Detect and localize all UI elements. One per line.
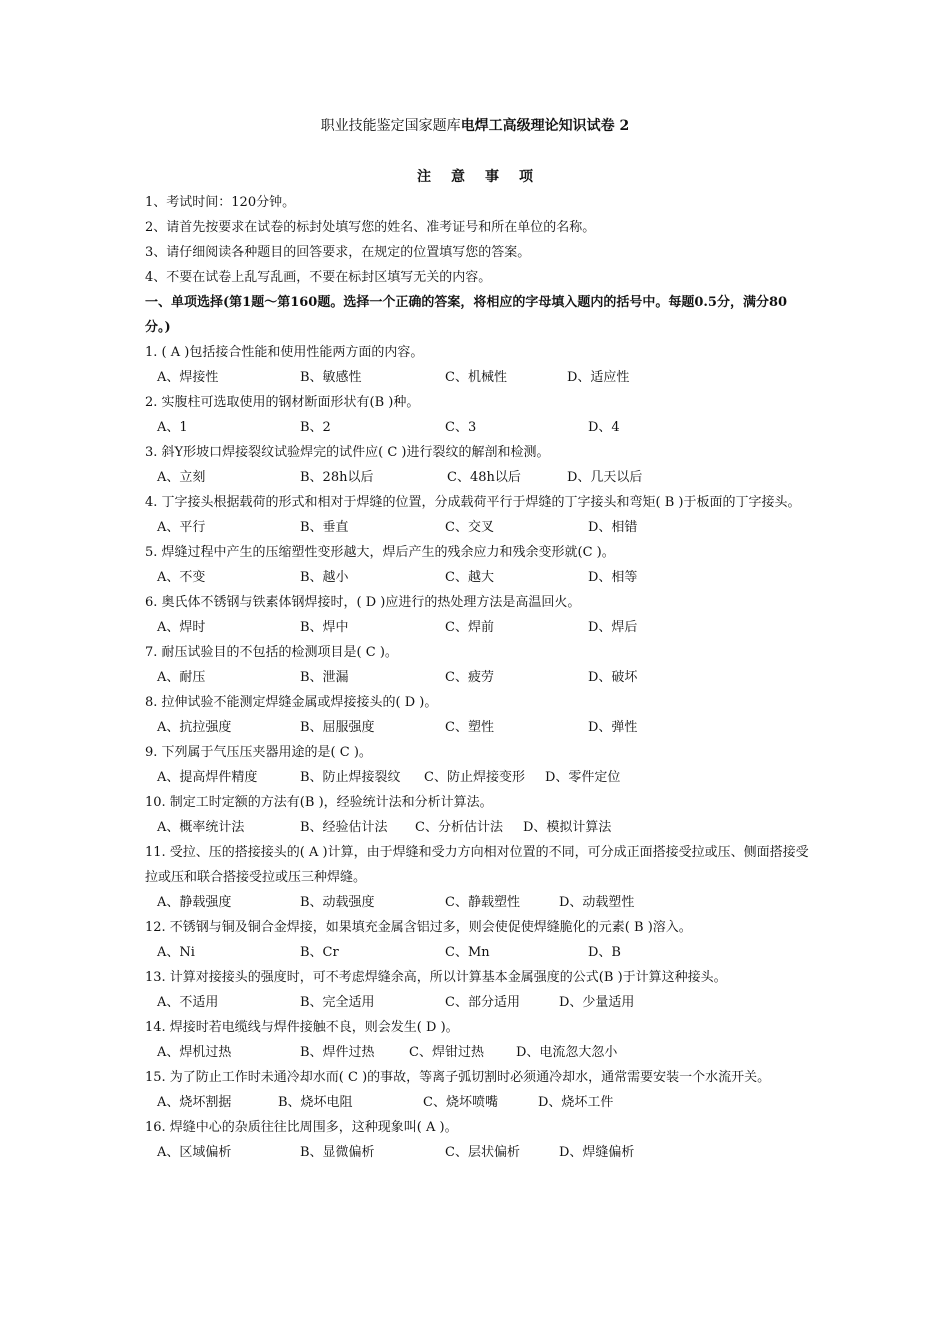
option-row bbox=[145, 890, 810, 915]
option-d: D、几天以后 bbox=[567, 470, 643, 485]
question-text: 6. 奥氏体不锈钢与铁素体钢焊接时，( D )应进行的热处理方法是高温回火。 bbox=[145, 595, 581, 610]
option-b: B、垂直 bbox=[300, 520, 349, 535]
option-a: A、焊接性 bbox=[157, 370, 219, 385]
option-d: D、烧坏工件 bbox=[538, 1095, 614, 1110]
option-d: D、破坏 bbox=[588, 670, 638, 685]
question-text: 8. 拉伸试验不能测定焊缝金属或焊接接头的( D )。 bbox=[145, 695, 438, 710]
option-row bbox=[145, 990, 810, 1015]
option-c: C、疲劳 bbox=[445, 670, 494, 685]
option-d: D、相错 bbox=[588, 520, 638, 535]
exam-title bbox=[0, 116, 950, 136]
option-d: D、零件定位 bbox=[545, 770, 621, 785]
option-c: C、机械性 bbox=[445, 370, 507, 385]
option-b: B、Cr bbox=[300, 945, 339, 960]
option-row bbox=[145, 765, 810, 790]
option-row bbox=[145, 565, 810, 590]
option-d: D、相等 bbox=[588, 570, 638, 585]
question-text: 5. 焊缝过程中产生的压缩塑性变形越大，焊后产生的残余应力和残余变形就(C )。 bbox=[145, 545, 615, 560]
question-text: 2. 实腹柱可选取使用的钢材断面形状有(B )种。 bbox=[145, 395, 420, 410]
option-b: B、防止焊接裂纹 bbox=[300, 770, 401, 785]
option-a: A、不适用 bbox=[157, 995, 219, 1010]
option-a: A、区域偏析 bbox=[157, 1145, 232, 1160]
option-c: C、防止焊接变形 bbox=[424, 770, 525, 785]
option-row bbox=[145, 515, 810, 540]
question-text: 14. 焊接时若电缆线与焊件接触不良，则会发生( D )。 bbox=[145, 1020, 459, 1035]
option-b: B、越小 bbox=[300, 570, 349, 585]
option-row bbox=[145, 415, 810, 440]
option-b: B、2 bbox=[300, 420, 331, 435]
option-a: A、立刻 bbox=[157, 470, 206, 485]
option-a: A、概率统计法 bbox=[157, 820, 245, 835]
option-b: B、焊中 bbox=[300, 620, 349, 635]
option-a: A、平行 bbox=[157, 520, 206, 535]
notice-item: 2、请首先按要求在试卷的标封处填写您的姓名、准考证号和所在单位的名称。 bbox=[145, 220, 596, 235]
option-d: D、少量适用 bbox=[559, 995, 635, 1010]
notice-heading: 注意事项 bbox=[417, 169, 553, 185]
option-b: B、28h以后 bbox=[300, 470, 374, 485]
title-prefix: 职业技能鉴定国家题库 bbox=[320, 118, 461, 134]
question-text: 15. 为了防止工作时未通冷却水而( C )的事故，等离子弧切割时必须通冷却水，通常需要安装一个水流开关。 bbox=[145, 1070, 771, 1085]
option-row bbox=[145, 815, 810, 840]
section-heading: 一、单项选择(第1题～第160题。选择一个正确的答案，将相应的字母填入题内的括号中。每题0.5分，满分80分。) bbox=[145, 295, 788, 335]
option-b: B、泄漏 bbox=[300, 670, 349, 685]
option-row bbox=[145, 615, 810, 640]
option-a: A、烧坏割据 bbox=[157, 1095, 232, 1110]
option-c: C、焊钳过热 bbox=[409, 1045, 484, 1060]
question-text: 3. 斜Y形坡口焊接裂纹试验焊完的试件应( C )进行裂纹的解剖和检测。 bbox=[145, 445, 550, 460]
option-b: B、焊件过热 bbox=[300, 1045, 375, 1060]
option-c: C、层状偏析 bbox=[445, 1145, 520, 1160]
option-a: A、提高焊件精度 bbox=[157, 770, 258, 785]
option-c: C、Mn bbox=[445, 945, 490, 960]
option-row bbox=[145, 465, 810, 490]
option-b: B、敏感性 bbox=[300, 370, 362, 385]
option-d: D、动载塑性 bbox=[559, 895, 635, 910]
option-c: C、分析估计法 bbox=[415, 820, 503, 835]
option-d: D、模拟计算法 bbox=[523, 820, 612, 835]
question-text: 7. 耐压试验目的不包括的检测项目是( C )。 bbox=[145, 645, 398, 660]
option-c: C、48h以后 bbox=[447, 470, 521, 485]
question-text: 11. 受拉、压的搭接接头的( A )计算，由于焊缝和受力方向相对位置的不同，可分成正面搭接受拉或压、侧面搭接受拉或压和联合搭接受拉或压三种焊缝。 bbox=[145, 845, 809, 885]
option-b: B、完全适用 bbox=[300, 995, 375, 1010]
option-row bbox=[145, 365, 810, 390]
option-c: C、交叉 bbox=[445, 520, 494, 535]
question-text: 16. 焊缝中心的杂质往往比周围多，这种现象叫( A )。 bbox=[145, 1120, 458, 1135]
option-c: C、烧坏喷嘴 bbox=[423, 1095, 498, 1110]
option-d: D、焊后 bbox=[588, 620, 638, 635]
notice-item: 4、不要在试卷上乱写乱画，不要在标封区填写无关的内容。 bbox=[145, 270, 492, 285]
option-a: A、1 bbox=[157, 420, 188, 435]
option-c: C、塑性 bbox=[445, 720, 494, 735]
option-row bbox=[145, 1040, 810, 1065]
option-d: D、适应性 bbox=[567, 370, 630, 385]
option-c: C、焊前 bbox=[445, 620, 494, 635]
question-text: 13. 计算对接接头的强度时，可不考虑焊缝余高，所以计算基本金属强度的公式(B )于计算这种接头。 bbox=[145, 970, 727, 985]
option-b: B、经验估计法 bbox=[300, 820, 388, 835]
option-c: C、越大 bbox=[445, 570, 494, 585]
option-row bbox=[145, 940, 810, 965]
question-text: 12. 不锈钢与铜及铜合金焊接，如果填充金属含铝过多，则会使促使焊缝脆化的元素( B )溶入。 bbox=[145, 920, 692, 935]
option-d: D、4 bbox=[588, 420, 620, 435]
question-list bbox=[145, 340, 810, 1165]
notice-item: 3、请仔细阅读各种题目的回答要求，在规定的位置填写您的答案。 bbox=[145, 245, 531, 260]
option-row bbox=[145, 665, 810, 690]
option-c: C、静载塑性 bbox=[445, 895, 520, 910]
question-text: 10. 制定工时定额的方法有(B )，经验统计法和分析计算法。 bbox=[145, 795, 493, 810]
option-d: D、焊缝偏析 bbox=[559, 1145, 635, 1160]
option-d: D、B bbox=[588, 945, 621, 960]
option-a: A、静载强度 bbox=[157, 895, 232, 910]
option-b: B、动载强度 bbox=[300, 895, 375, 910]
option-c: C、3 bbox=[445, 420, 477, 435]
option-b: B、烧坏电阻 bbox=[278, 1095, 353, 1110]
question-text: 1. ( A )包括接合性能和使用性能两方面的内容。 bbox=[145, 345, 424, 360]
option-b: B、屈服强度 bbox=[300, 720, 375, 735]
option-a: A、Ni bbox=[157, 945, 195, 960]
question-text: 9. 下列属于气压压夹器用途的是( C )。 bbox=[145, 745, 372, 760]
title-main: 电焊工高级理论知识试卷 2 bbox=[460, 118, 630, 134]
option-row bbox=[145, 1140, 810, 1165]
exam-content bbox=[145, 190, 810, 1165]
option-a: A、焊机过热 bbox=[157, 1045, 232, 1060]
notice-item: 1、考试时间：120分钟。 bbox=[145, 195, 296, 210]
option-row bbox=[145, 715, 810, 740]
option-d: D、弹性 bbox=[588, 720, 638, 735]
option-a: A、抗拉强度 bbox=[157, 720, 232, 735]
option-a: A、不变 bbox=[157, 570, 206, 585]
option-a: A、焊时 bbox=[157, 620, 206, 635]
option-a: A、耐压 bbox=[157, 670, 206, 685]
option-d: D、电流忽大忽小 bbox=[516, 1045, 618, 1060]
option-b: B、显微偏析 bbox=[300, 1145, 375, 1160]
option-row bbox=[145, 1090, 810, 1115]
option-c: C、部分适用 bbox=[445, 995, 520, 1010]
question-text: 4. 丁字接头根据载荷的形式和相对于焊缝的位置，分成载荷平行于焊缝的丁字接头和弯矩( B )于板面的丁字接头。 bbox=[145, 495, 801, 510]
